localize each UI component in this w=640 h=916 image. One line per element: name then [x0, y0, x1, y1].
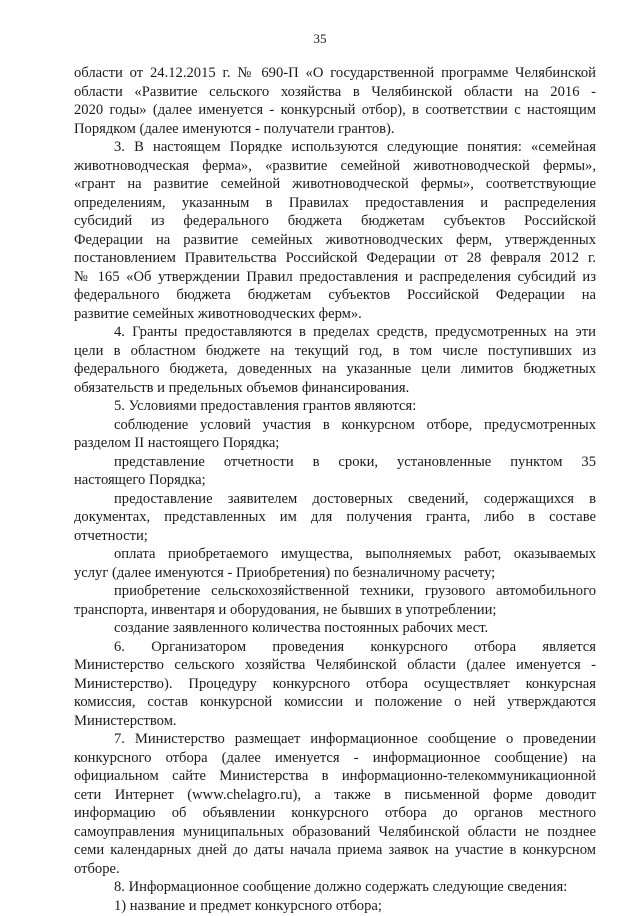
text-line: Порядком (далее именуются - получатели грантов).: [74, 121, 395, 137]
text-line: обязательств и предельных объемов финансирования.: [74, 380, 410, 396]
text-line: цели в областном бюджете на текущий год, в том числе поступивших из: [74, 343, 596, 359]
text-line: соблюдение условий участия в конкурсном отборе, предусмотренных: [114, 417, 596, 433]
text-line: Министерство сельского хозяйства Челябинской области (далее именуется -: [74, 657, 596, 673]
text-line: услуг (далее именуются - Приобретения) по безналичному расчету;: [74, 565, 496, 581]
text-line: области «Развитие сельского хозяйства в Челябинской области на 2016 -: [74, 84, 596, 100]
text-line: разделом II настоящего Порядка;: [74, 435, 280, 451]
text-line: предоставление заявителем достоверных сведений, содержащихся в: [114, 491, 596, 507]
text-line: 3. В настоящем Порядке используются следующие понятия: «семейная: [114, 139, 596, 155]
page-number: 35: [313, 31, 327, 46]
text-line: настоящего Порядка;: [74, 472, 206, 488]
text-line: самоуправления муниципальных образований Челябинской области не позднее: [74, 824, 596, 840]
text-line: № 165 «Об утверждении Правил предоставления и распределения субсидий из: [74, 269, 596, 285]
text-line: информацию об объявлении конкурсного отбора до органов местного: [74, 805, 596, 821]
text-line: 8. Информационное сообщение должно содержать следующие сведения:: [114, 879, 568, 895]
text-line: 1) название и предмет конкурсного отбора;: [114, 898, 382, 914]
text-line: отчетности;: [74, 528, 148, 544]
text-line: 6. Организатором проведения конкурсного отбора является: [114, 639, 596, 655]
text-line: создание заявленного количества постоянных рабочих мест.: [114, 620, 489, 636]
text-line: животноводческая ферма», «развитие семейной животноводческой фермы»,: [74, 158, 596, 174]
text-line: комиссия, состав конкурсной комиссии и положение о ней утверждаются: [74, 694, 596, 710]
text-line: Министерство). Процедуру конкурсного отбора осуществляет конкурсная: [74, 676, 596, 692]
text-line: оплата приобретаемого имущества, выполняемых работ, оказываемых: [114, 546, 596, 562]
text-line: документах, представленных им для получения гранта, либо в составе: [74, 509, 596, 525]
text-line: конкурсного отбора (далее именуется - информационное сообщение) на: [74, 750, 596, 766]
text-line: приобретение сельскохозяйственной техники, грузового автомобильного: [114, 583, 596, 599]
text-line: 2020 годы» (далее именуется - конкурсный отбор), в соответствии с настоящим: [74, 102, 596, 118]
text-line: Федерации на развитие семейных животноводческих ферм, утвержденных: [74, 232, 596, 248]
text-line: «грант на развитие семейной животноводческой фермы», соответствующие: [74, 176, 596, 192]
text-line: транспорта, инвентаря и оборудования, не бывших в употреблении;: [74, 602, 497, 618]
text-line: Министерством.: [74, 713, 177, 729]
text-line: отборе.: [74, 861, 120, 877]
text-line: сети Интернет (www.chelagro.ru), а также в письменной форме доводит: [74, 787, 596, 803]
text-line: федерального бюджета, доведенных на указанные цели лимитов бюджетных: [74, 361, 596, 377]
text-line: 5. Условиями предоставления грантов являются:: [114, 398, 417, 414]
text-line: определениям, указанным в Правилах предоставления и распределения: [74, 195, 596, 211]
text-line: 7. Министерство размещает информационное сообщение о проведении: [114, 731, 596, 747]
text-line: постановлением Правительства Российской Федерации от 28 февраля 2012 г.: [74, 250, 596, 266]
text-line: официальном сайте Министерства в информационно-телекоммуникационной: [74, 768, 596, 784]
text-line: 4. Гранты предоставляются в пределах средств, предусмотренных на эти: [114, 324, 596, 340]
text-line: федерального бюджета бюджетам субъектов Российской Федерации на: [74, 287, 596, 303]
text-line: субсидий из федерального бюджета бюджетам субъектов Российской: [74, 213, 596, 229]
text-line: развитие семейных животноводческих ферм».: [74, 306, 362, 322]
text-line: семи календарных дней до даты начала приема заявок на участие в конкурсном: [74, 842, 596, 858]
text-line: области от 24.12.2015 г. № 690-П «О государственной программе Челябинской: [74, 65, 596, 81]
text-line: представление отчетности в сроки, установленные пунктом 35: [114, 454, 596, 470]
